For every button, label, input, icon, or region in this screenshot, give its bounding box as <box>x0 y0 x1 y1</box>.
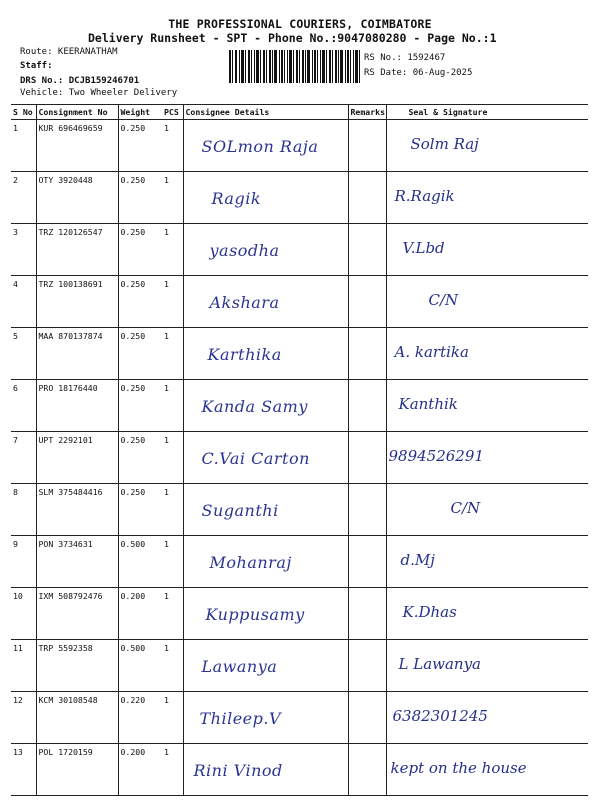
row-consignee <box>183 380 348 432</box>
row-sno: 1 <box>11 120 36 172</box>
row-pcs: 1 <box>162 120 183 172</box>
row-weight: 0.500 <box>118 640 162 692</box>
row-sno: 10 <box>11 588 36 640</box>
row-sno: 2 <box>11 172 36 224</box>
row-consignee <box>183 536 348 588</box>
table-row <box>11 588 588 640</box>
row-consignee <box>183 692 348 744</box>
row-consignment-no: MAA 870137874 <box>36 328 118 380</box>
row-weight: 0.250 <box>118 172 162 224</box>
table-row <box>11 432 588 484</box>
row-signature <box>386 692 588 744</box>
row-consignee <box>183 224 348 276</box>
staff-label: Staff: <box>20 61 53 71</box>
row-signature <box>386 588 588 640</box>
signature-handwritten: A. kartika <box>394 343 469 361</box>
col-consignee: Consignee Details <box>183 105 348 120</box>
row-weight: 0.250 <box>118 224 162 276</box>
drs-number: DRS No.: DCJB159246701 <box>20 76 140 86</box>
row-signature <box>386 120 588 172</box>
col-signature: Seal & Signature <box>386 105 588 120</box>
row-consignment-no: OTY 3920448 <box>36 172 118 224</box>
row-consignee <box>183 276 348 328</box>
runsheet-table <box>11 104 588 796</box>
row-consignee <box>183 640 348 692</box>
table-row <box>11 692 588 744</box>
row-signature <box>386 328 588 380</box>
row-weight: 0.200 <box>118 744 162 796</box>
row-pcs: 1 <box>162 276 183 328</box>
consignee-name-handwritten: Suganthi <box>201 501 279 520</box>
row-sno: 9 <box>11 536 36 588</box>
consignee-name-handwritten: Akshara <box>209 293 280 312</box>
signature-handwritten: R.Ragik <box>394 187 455 205</box>
row-remarks <box>348 588 386 640</box>
row-remarks <box>348 640 386 692</box>
row-consignment-no: POL 1720159 <box>36 744 118 796</box>
row-pcs: 1 <box>162 744 183 796</box>
col-pcs: PCS <box>162 105 183 120</box>
row-signature <box>386 432 588 484</box>
row-consignee <box>183 172 348 224</box>
consignee-name-handwritten: Thileep.V <box>199 709 282 728</box>
row-sno: 4 <box>11 276 36 328</box>
row-pcs: 1 <box>162 432 183 484</box>
row-consignee <box>183 120 348 172</box>
row-weight: 0.250 <box>118 120 162 172</box>
row-signature <box>386 484 588 536</box>
row-pcs: 1 <box>162 692 183 744</box>
signature-handwritten: C/N <box>428 291 459 309</box>
row-remarks <box>348 224 386 276</box>
row-remarks <box>348 172 386 224</box>
vehicle-label: Vehicle: Two Wheeler Delivery <box>20 88 178 98</box>
rs-number: RS No.: 1592467 <box>364 53 446 63</box>
row-sno: 13 <box>11 744 36 796</box>
table-row <box>11 120 588 172</box>
table-row <box>11 536 588 588</box>
table-row <box>11 276 588 328</box>
signature-handwritten: Kanthik <box>398 395 458 413</box>
consignee-name-handwritten: SOLmon Raja <box>201 137 319 156</box>
row-consignee <box>183 588 348 640</box>
row-signature <box>386 640 588 692</box>
row-pcs: 1 <box>162 380 183 432</box>
row-consignment-no: PRO 18176440 <box>36 380 118 432</box>
row-weight: 0.250 <box>118 276 162 328</box>
row-sno: 12 <box>11 692 36 744</box>
consignee-name-handwritten: Lawanya <box>201 657 278 676</box>
row-remarks <box>348 536 386 588</box>
row-consignee <box>183 744 348 796</box>
row-consignment-no: KUR 696469659 <box>36 120 118 172</box>
row-pcs: 1 <box>162 484 183 536</box>
table-row <box>11 484 588 536</box>
consignee-name-handwritten: Rini Vinod <box>193 761 283 780</box>
col-sno: S No <box>11 105 36 120</box>
row-remarks <box>348 120 386 172</box>
row-remarks <box>348 380 386 432</box>
row-sno: 11 <box>11 640 36 692</box>
table-row <box>11 224 588 276</box>
row-signature <box>386 276 588 328</box>
table-row <box>11 640 588 692</box>
consignee-name-handwritten: Kanda Samy <box>201 397 308 416</box>
signature-handwritten: Solm Raj <box>410 135 479 153</box>
row-signature <box>386 536 588 588</box>
row-remarks <box>348 484 386 536</box>
consignee-name-handwritten: yasodha <box>209 241 280 260</box>
row-weight: 0.250 <box>118 432 162 484</box>
signature-handwritten: 6382301245 <box>392 707 488 725</box>
row-pcs: 1 <box>162 588 183 640</box>
row-consignee <box>183 432 348 484</box>
row-signature <box>386 380 588 432</box>
signature-handwritten: d.Mj <box>400 551 435 569</box>
row-weight: 0.500 <box>118 536 162 588</box>
col-remarks: Remarks <box>348 105 386 120</box>
row-consignment-no: KCM 30108548 <box>36 692 118 744</box>
table-row <box>11 380 588 432</box>
row-remarks <box>348 692 386 744</box>
row-consignment-no: SLM 375484416 <box>36 484 118 536</box>
row-remarks <box>348 276 386 328</box>
consignee-name-handwritten: C.Vai Carton <box>201 449 310 468</box>
row-consignment-no: UPT 2292101 <box>36 432 118 484</box>
row-consignment-no: PON 3734631 <box>36 536 118 588</box>
row-pcs: 1 <box>162 172 183 224</box>
signature-handwritten: C/N <box>450 499 481 517</box>
row-pcs: 1 <box>162 640 183 692</box>
rs-date: RS Date: 06-Aug-2025 <box>364 68 473 78</box>
row-pcs: 1 <box>162 328 183 380</box>
row-consignment-no: TRZ 120126547 <box>36 224 118 276</box>
row-sno: 3 <box>11 224 36 276</box>
signature-handwritten: K.Dhas <box>402 603 457 621</box>
consignee-name-handwritten: Mohanraj <box>209 553 292 572</box>
row-consignment-no: IXM 508792476 <box>36 588 118 640</box>
row-weight: 0.220 <box>118 692 162 744</box>
row-pcs: 1 <box>162 224 183 276</box>
signature-handwritten: V.Lbd <box>402 239 445 257</box>
sheet-title: THE PROFESSIONAL COURIERS, COIMBATORE <box>168 17 432 31</box>
barcode <box>229 50 360 83</box>
row-consignee <box>183 484 348 536</box>
table-row <box>11 172 588 224</box>
col-consignment: Consignment No <box>36 105 118 120</box>
consignee-name-handwritten: Karthika <box>207 345 282 364</box>
row-weight: 0.250 <box>118 484 162 536</box>
col-weight: Weight <box>118 105 162 120</box>
row-signature <box>386 224 588 276</box>
row-weight: 0.250 <box>118 328 162 380</box>
table-header-row <box>11 105 588 120</box>
consignee-name-handwritten: Kuppusamy <box>205 605 305 624</box>
row-sno: 8 <box>11 484 36 536</box>
row-remarks <box>348 432 386 484</box>
row-sno: 5 <box>11 328 36 380</box>
row-sno: 7 <box>11 432 36 484</box>
signature-handwritten: 9894526291 <box>388 447 484 465</box>
consignee-name-handwritten: Ragik <box>211 189 262 208</box>
row-pcs: 1 <box>162 536 183 588</box>
sheet-subtitle: Delivery Runsheet - SPT - Phone No.:9047080280 - Page No.:1 <box>88 31 497 45</box>
row-sno: 6 <box>11 380 36 432</box>
row-consignee <box>183 328 348 380</box>
row-remarks <box>348 744 386 796</box>
table-row <box>11 328 588 380</box>
row-signature <box>386 744 588 796</box>
row-weight: 0.250 <box>118 380 162 432</box>
table-row <box>11 744 588 796</box>
route-label: Route: KEERANATHAM <box>20 47 118 57</box>
signature-handwritten: kept on the house <box>390 759 527 777</box>
row-remarks <box>348 328 386 380</box>
row-consignment-no: TRZ 100138691 <box>36 276 118 328</box>
signature-handwritten: L Lawanya <box>398 655 481 673</box>
row-consignment-no: TRP 5592358 <box>36 640 118 692</box>
row-signature <box>386 172 588 224</box>
row-weight: 0.200 <box>118 588 162 640</box>
